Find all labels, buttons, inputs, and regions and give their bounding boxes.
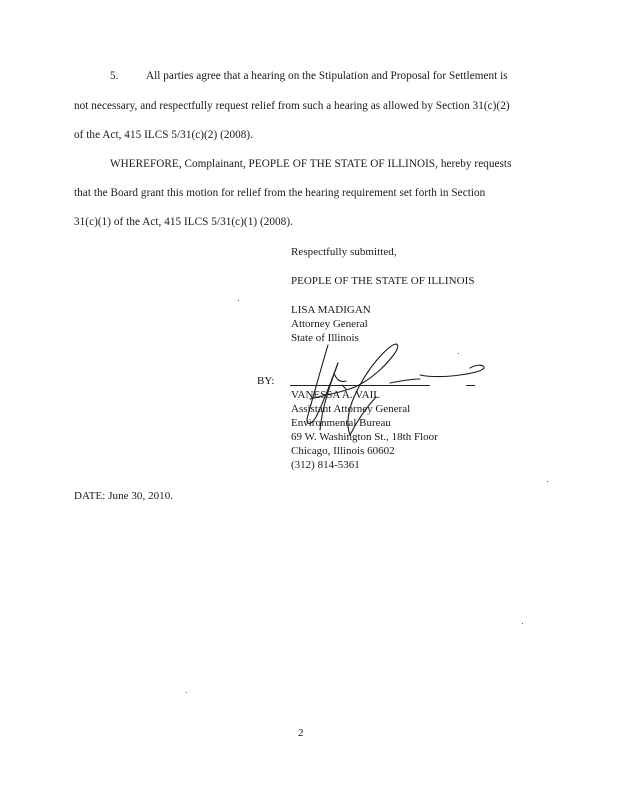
paragraph-number: 5. [110, 70, 119, 82]
attorney-general-title: Attorney General [291, 318, 368, 330]
signer-name: VANESSA A. VAIL [291, 389, 380, 401]
signer-city: Chicago, Illinois 60602 [291, 445, 395, 457]
scan-speck [547, 481, 548, 482]
paragraph-5-line-1: All parties agree that a hearing on the Stipulation and Proposal for Settlement is [146, 70, 508, 82]
wherefore-line-1: WHEREFORE, Complainant, PEOPLE OF THE STATE OF ILLINOIS, hereby requests [110, 158, 512, 170]
signer-bureau: Environmental Bureau [291, 417, 391, 429]
paragraph-5-line-3: of the Act, 415 ILCS 5/31(c)(2) (2008). [74, 129, 254, 141]
page-number: 2 [298, 727, 304, 739]
signer-address: 69 W. Washington St., 18th Floor [291, 431, 438, 443]
scan-speck [238, 300, 239, 301]
by-label: BY: [257, 375, 275, 387]
signer-title: Assistant Attorney General [291, 403, 411, 415]
date-line: DATE: June 30, 2010. [74, 490, 174, 502]
closing-text: Respectfully submitted, [291, 246, 397, 258]
attorney-general-name: LISA MADIGAN [291, 304, 371, 316]
party-name: PEOPLE OF THE STATE OF ILLINOIS [291, 275, 475, 287]
wherefore-line-3: 31(c)(1) of the Act, 415 ILCS 5/31(c)(1) (2008). [74, 216, 293, 228]
scan-speck [186, 692, 187, 693]
wherefore-line-2: that the Board grant this motion for relief from the hearing requirement set forth in Section [74, 187, 486, 199]
signer-block [291, 388, 438, 472]
scan-speck [458, 353, 459, 354]
attorney-general-state: State of Illinois [291, 332, 359, 344]
paragraph-5-line-2: not necessary, and respectfully request relief from such a hearing as allowed by Section 31(c)(2) [74, 100, 510, 112]
scan-speck [522, 623, 523, 624]
signer-phone: (312) 814-5361 [291, 459, 360, 471]
